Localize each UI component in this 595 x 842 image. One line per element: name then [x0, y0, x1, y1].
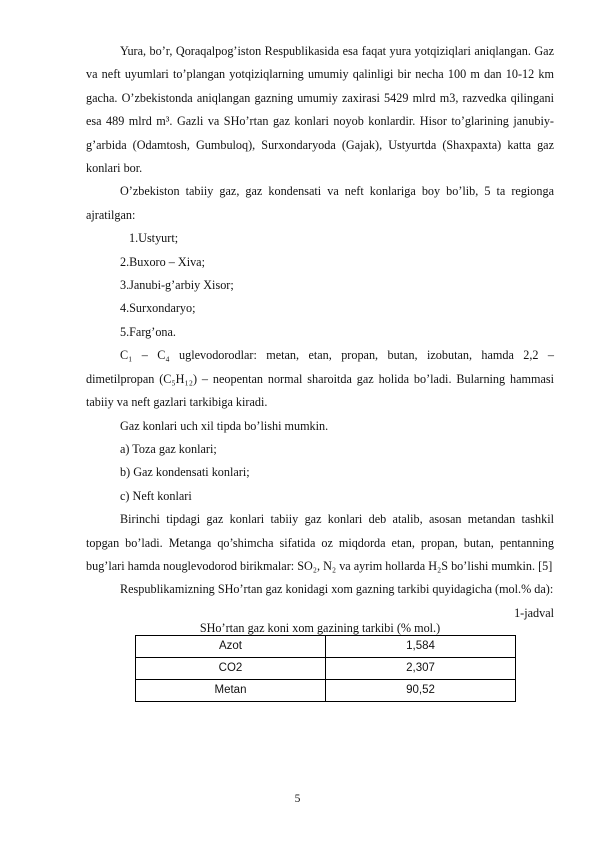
page-number: 5: [294, 793, 301, 805]
table-cell-value: 90,52: [326, 679, 516, 701]
table-cell-value: 2,307: [326, 657, 516, 679]
type-item: a) Toza gaz konlari;: [120, 441, 217, 456]
table-cell-component: CO2: [136, 657, 326, 679]
table-row: [136, 657, 516, 679]
paragraph-2: O’zbekiston tabiiy gaz, gaz kondensati va neft konlariga boy bo’lib, 5 ta regionga ajratilgan:: [86, 184, 554, 222]
table-row: [136, 679, 516, 701]
table-cell-value: 1,584: [326, 635, 516, 657]
paragraph-1: Yura, bo’r, Qoraqalpog’iston Respublikasida esa faqat yura yotqiziqlari aniqlangan. Gaz va neft uyumlari to’plangan yotqiziqlarning umumiy qalinligi bir necha 100 m dan 10-12 km gacha. O’zbekistonda aniqlangan gazning umumiy zaxirasi 5429 mlrd m3, razvedka qilingani esa 489 mlrd m³. Gazli va SHo’rtan gaz konlari noyob konlardir. Hisor to’glarining janubiy-g’arbida (Odamtosh, Gumbuloq), Surxondaryoda (Gajak), Ustyurtda (Shaxpaxta) katta gaz konlari bor.: [86, 44, 554, 176]
paragraph-6: Respublikamizning SHo’rtan gaz konidagi xom gazning tarkibi quyidagicha (mol.% da):: [120, 582, 554, 597]
table-cell-component: Azot: [136, 635, 326, 657]
paragraph-4: Gaz konlari uch xil tipda bo’lishi mumkin.: [120, 418, 329, 433]
region-item: 4.Surxondaryo;: [120, 301, 196, 316]
region-item: 5.Farg’ona.: [120, 324, 176, 339]
table-label: 1-jadval: [514, 605, 554, 620]
region-item: 2.Buxoro – Xiva;: [120, 254, 205, 269]
region-item: 3.Janubi-g’arbiy Xisor;: [120, 278, 234, 293]
table-caption: SHo’rtan gaz koni xom gazining tarkibi (% mol.): [199, 620, 441, 635]
composition-table: [135, 635, 516, 702]
region-item: 1.Ustyurt;: [129, 231, 179, 246]
table-row: [136, 635, 516, 657]
paragraph-3: C₁ – C₄ uglevodorodlar: metan, etan, propan, butan, izobutan, hamda 2,2 – dimetilpropan (C₅H₁₂) – neopentan normal sharoitda gaz holida bo’ladi. Bularning hammasi tabiiy va neft gazlari tarkibiga kiradi.: [86, 348, 554, 410]
paragraph-5: Birinchi tipdagi gaz konlari tabiiy gaz konlari deb atalib, asosan metandan tashkil topgan bo’ladi. Metanga qo’shimcha sifatida oz miqdorda etan, propan, butan, pentanning bug’lari hamda nouglevodorod birikmalar: SO₂, N₂ va ayrim hollarda H₂S bo’lishi mumkin. [5]: [86, 512, 554, 573]
page-content: [86, 40, 554, 702]
type-item: c) Neft konlari: [120, 488, 192, 503]
table-cell-component: Metan: [136, 679, 326, 701]
type-item: b) Gaz kondensati konlari;: [120, 465, 250, 480]
